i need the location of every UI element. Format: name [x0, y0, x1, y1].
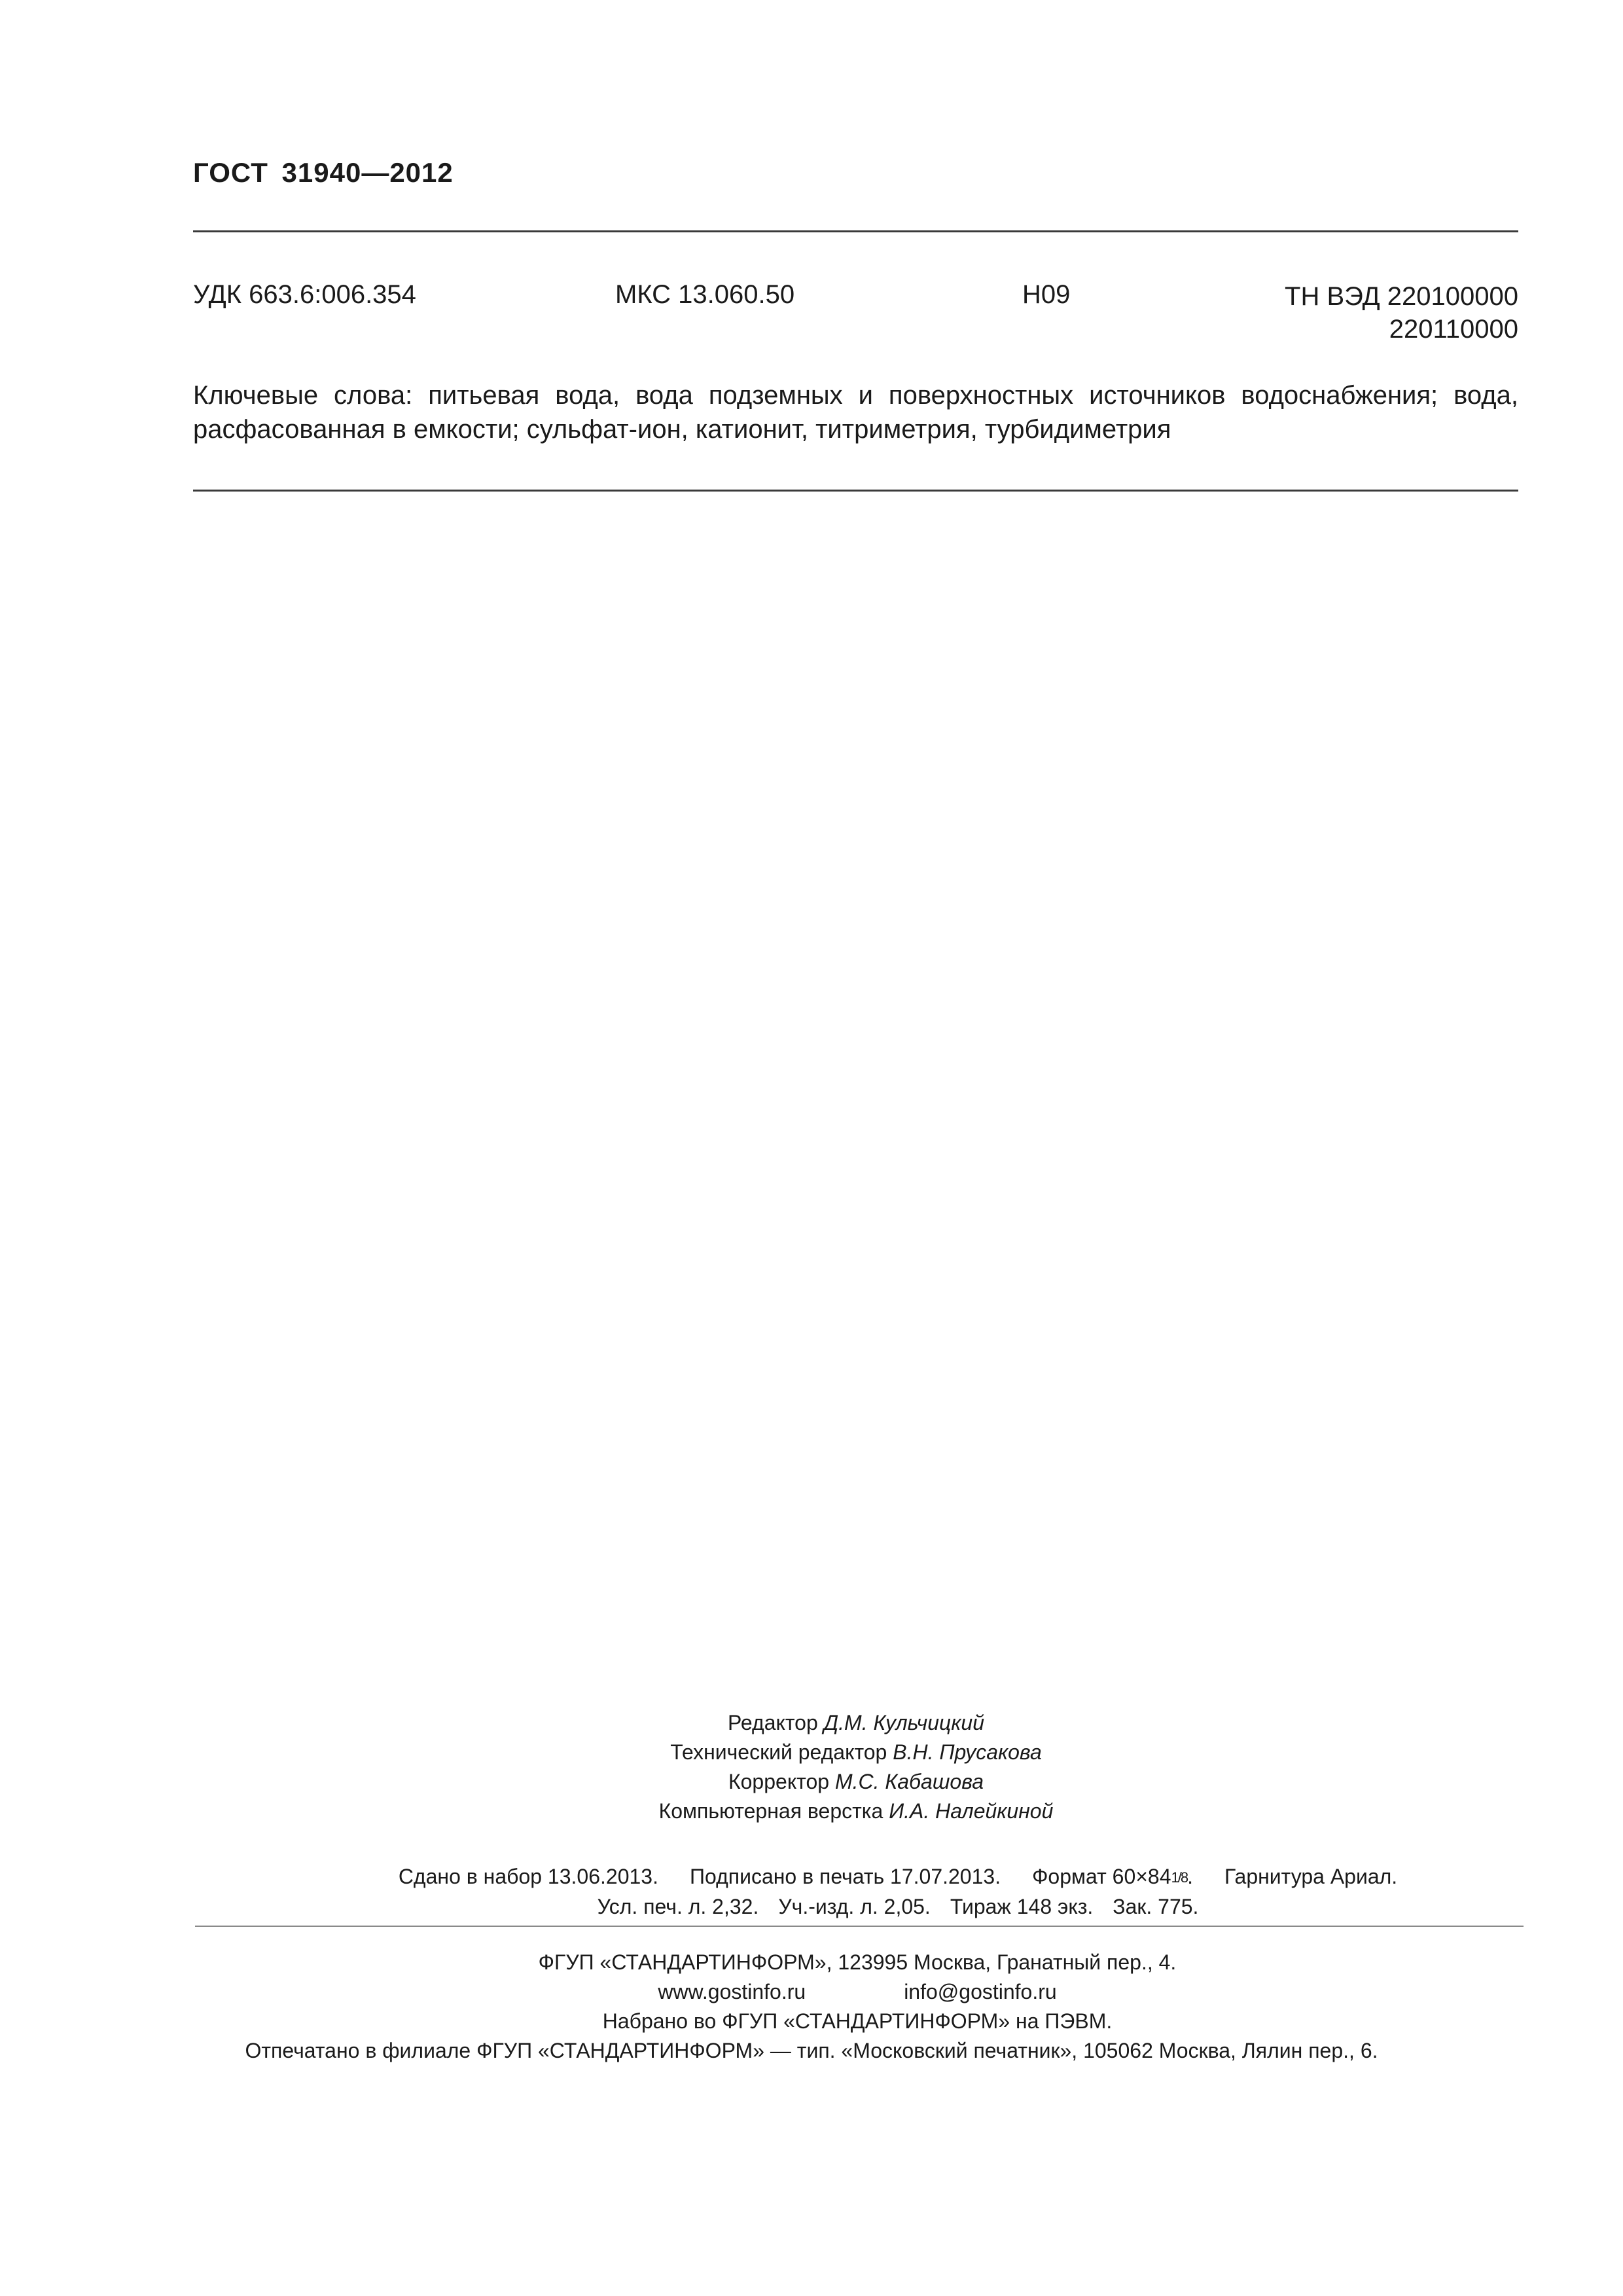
print-info-line1 [86, 1862, 1623, 1892]
footer [0, 1948, 1623, 2066]
circulation: Тираж 148 экз. [950, 1895, 1094, 1918]
footer-divider [195, 1926, 1524, 1927]
tn-ved-line2: 220110000 [1389, 315, 1518, 344]
printed-note: Отпечатано в филиале ФГУП «СТАНДАРТИНФОРМ» — тип. «Московский печатник», 105062 Москва, Лялин пер., 6. [245, 2039, 1378, 2062]
format-prefix: Формат 60×84 [1032, 1865, 1171, 1888]
typeface: Гарнитура Ариал. [1224, 1865, 1398, 1888]
editor-role: Редактор [727, 1711, 824, 1734]
corrector-row [45, 1767, 1623, 1797]
keywords: Ключевые слова: питьевая вода, вода подземных и поверхностных источников водоснабжения; вода, расфасованная в емкости; сульфат-ион, катионит, титриметрия, турбидиметрия [193, 381, 1518, 444]
udk-code: УДК 663.6:006.354 [193, 280, 416, 309]
tech-editor-name: В.Н. Прусакова [893, 1740, 1042, 1764]
corrector-name: М.С. Кабашова [834, 1770, 984, 1793]
tech-editor-role: Технический редактор [670, 1740, 893, 1764]
group-code: Н09 [1022, 280, 1071, 309]
print-info [0, 1862, 1623, 1922]
credits [0, 1708, 1623, 1826]
format-suffix: . [1187, 1865, 1193, 1888]
website-link[interactable]: www.gostinfo.ru [658, 1980, 806, 2003]
layout-row [45, 1797, 1623, 1826]
signed-date: Подписано в печать 17.07.2013. [689, 1865, 1001, 1888]
format-fraction: 1/8 [1171, 1869, 1188, 1886]
editor-row [45, 1708, 1623, 1738]
tn-ved-line1: ТН ВЭД 220100000 [1285, 282, 1518, 311]
header-divider [193, 230, 1518, 232]
publisher-address: ФГУП «СТАНДАРТИНФОРМ», 123995 Москва, Гранатный пер., 4. [538, 1950, 1177, 1974]
keywords-divider [193, 490, 1518, 492]
tn-ved-codes [1285, 280, 1518, 346]
layout-name: И.А. Налейкиной [889, 1799, 1054, 1823]
email-link[interactable]: info@gostinfo.ru [904, 1980, 1057, 2003]
corrector-role: Корректор [728, 1770, 835, 1793]
typeset-note: Набрано во ФГУП «СТАНДАРТИНФОРМ» на ПЭВМ. [602, 2009, 1113, 2033]
tech-editor-row [45, 1738, 1623, 1767]
submitted-date: Сдано в набор 13.06.2013. [398, 1865, 658, 1888]
standard-code: ГОСТ 31940—2012 [193, 157, 454, 188]
editor-name: Д.М. Кульчицкий [823, 1711, 985, 1734]
print-info-line2 [86, 1892, 1623, 1922]
contacts-row [46, 1977, 1623, 2007]
order-number: Зак. 775. [1113, 1895, 1199, 1918]
publisher-sheets: Уч.-изд. л. 2,05. [778, 1895, 931, 1918]
layout-role: Компьютерная верстка [658, 1799, 889, 1823]
mks-code: МКС 13.060.50 [615, 280, 795, 309]
print-sheets: Усл. печ. л. 2,32. [597, 1895, 759, 1918]
